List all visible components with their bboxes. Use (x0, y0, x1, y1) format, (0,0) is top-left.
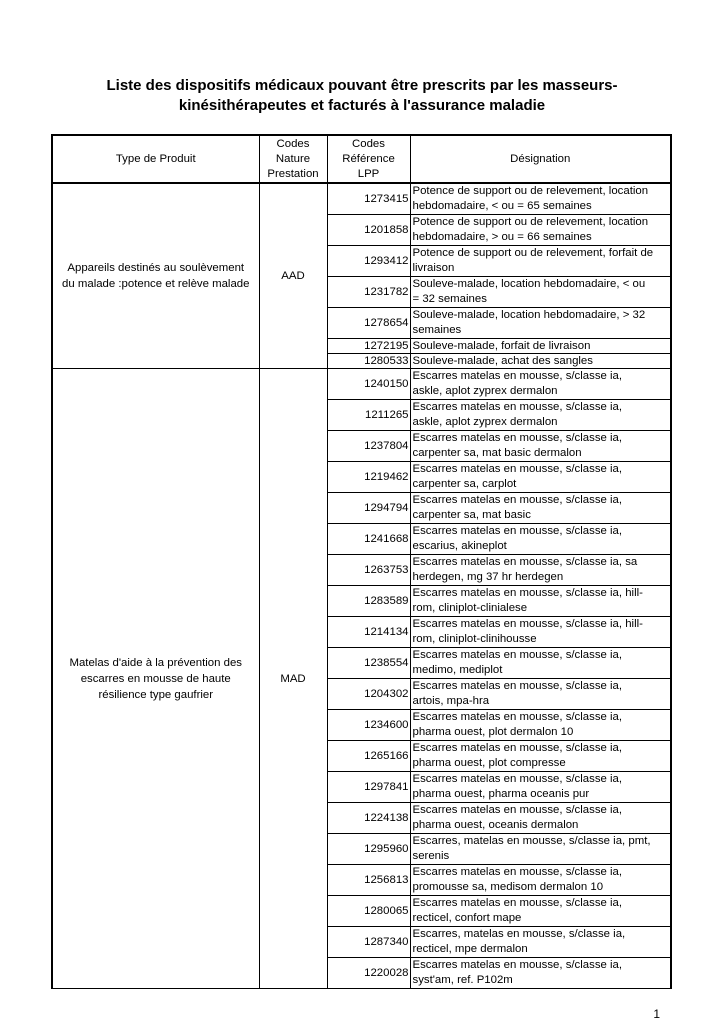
designation-line: carpenter sa, mat basic (412, 509, 531, 521)
header-nature-line-2: Nature (275, 152, 311, 165)
lpp-code-cell: 1280533 (327, 354, 410, 369)
table-header-row (52, 135, 671, 183)
designation-line: syst'am, ref. P102m (412, 974, 513, 986)
designation-line: Escarres matelas en mousse, s/classe ia, (412, 463, 623, 475)
lpp-code-cell: 1234600 (327, 710, 410, 741)
designation-line: hebdomadaire, > ou = 66 semaines (412, 231, 592, 243)
designation-cell (410, 710, 671, 741)
designation-line: Escarres matelas en mousse, s/classe ia, (412, 742, 623, 754)
designation-line: carpenter sa, carplot (412, 478, 517, 490)
lpp-code-cell: 1293412 (327, 246, 410, 277)
header-nature-line-3: Prestation (267, 167, 319, 180)
lpp-code-cell: 1283589 (327, 586, 410, 617)
lpp-code-cell: 1237804 (327, 431, 410, 462)
header-nature (259, 135, 327, 183)
lpp-code-cell: 1256813 (327, 865, 410, 896)
designation-line: Escarres matelas en mousse, s/classe ia, (412, 370, 623, 382)
designation-cell (410, 308, 671, 339)
lpp-code-cell: 1263753 (327, 555, 410, 586)
designation-cell (410, 183, 671, 215)
designation-line: askle, aplot zyprex dermalon (412, 385, 558, 397)
lpp-code-cell: 1295960 (327, 834, 410, 865)
designation-line: artois, mpa-hra (412, 695, 490, 707)
designation-cell (410, 555, 671, 586)
lpp-code-cell: 1280065 (327, 896, 410, 927)
title-line-2: kinésithérapeutes et facturés à l'assurance maladie (178, 97, 546, 114)
designation-line: Souleve-malade, location hebdomadaire, > 32 (412, 309, 646, 321)
designation-cell (410, 865, 671, 896)
header-designation: Désignation (410, 135, 671, 183)
lpp-code-cell: 1231782 (327, 277, 410, 308)
designation-line: Escarres, matelas en mousse, s/classe ia, (412, 928, 626, 940)
designation-cell (410, 369, 671, 400)
designation-line: rom, cliniplot-clinialese (412, 602, 528, 614)
designation-line: rom, cliniplot-clinihousse (412, 633, 537, 645)
designation-line: Escarres matelas en mousse, s/classe ia, (412, 773, 623, 785)
lpp-code-cell: 1278654 (327, 308, 410, 339)
designation-line: Souleve-malade, forfait de livraison (412, 340, 591, 352)
designation-line: semaines (412, 324, 462, 336)
lpp-code-cell: 1265166 (327, 741, 410, 772)
designation-line: Escarres matelas en mousse, s/classe ia, (412, 680, 623, 692)
product-type-line: du malade :potence et relève malade (62, 278, 250, 290)
designation-cell (410, 277, 671, 308)
designation-line: Escarres matelas en mousse, s/classe ia, (412, 959, 623, 971)
designation-cell (410, 431, 671, 462)
page-number: 1 (653, 1007, 660, 1021)
designation-line: Escarres matelas en mousse, s/classe ia, hill- (412, 618, 643, 630)
lpp-code-cell: 1201858 (327, 215, 410, 246)
product-type-line: Appareils destinés au soulèvement (67, 262, 245, 274)
designation-line: Escarres matelas en mousse, s/classe ia, (412, 525, 623, 537)
devices-table (51, 134, 672, 989)
lpp-code-cell: 1297841 (327, 772, 410, 803)
designation-cell (410, 648, 671, 679)
designation-line: Potence de support ou de relevement, location (412, 185, 649, 197)
designation-line: Souleve-malade, achat des sangles (412, 355, 593, 367)
designation-line: Escarres matelas en mousse, s/classe ia, (412, 711, 623, 723)
designation-line: Escarres matelas en mousse, s/classe ia, sa (412, 556, 638, 568)
designation-line: Escarres matelas en mousse, s/classe ia, (412, 432, 623, 444)
designation-line: = 32 semaines (412, 293, 487, 305)
designation-line: serenis (412, 850, 450, 862)
product-type-line: résilience type gaufrier (98, 688, 214, 701)
designation-cell (410, 246, 671, 277)
lpp-code-cell: 1224138 (327, 803, 410, 834)
lpp-code-cell: 1211265 (327, 400, 410, 431)
lpp-code-cell: 1294794 (327, 493, 410, 524)
designation-cell (410, 803, 671, 834)
product-type-line: escarres en mousse de haute (80, 672, 231, 685)
designation-line: pharma ouest, plot compresse (412, 757, 566, 769)
designation-cell (410, 524, 671, 555)
designation-cell (410, 834, 671, 865)
designation-cell (410, 896, 671, 927)
designation-line: Potence de support ou de relevement, location (412, 216, 649, 228)
product-type-line: Matelas d'aide à la prévention des (69, 656, 242, 669)
lpp-code-cell: 1287340 (327, 927, 410, 958)
designation-cell (410, 617, 671, 648)
nature-code-cell: MAD (259, 369, 327, 989)
designation-line: Escarres, matelas en mousse, s/classe ia, pmt, (412, 835, 651, 847)
designation-cell (410, 354, 671, 369)
lpp-code-cell: 1220028 (327, 958, 410, 989)
header-ref-line-3: LPP (357, 167, 380, 180)
designation-line: Potence de support ou de relevement, forfait de (412, 247, 654, 259)
lpp-code-cell: 1241668 (327, 524, 410, 555)
designation-line: Escarres matelas en mousse, s/classe ia, (412, 866, 623, 878)
designation-line: Escarres matelas en mousse, s/classe ia, (412, 649, 623, 661)
designation-cell (410, 400, 671, 431)
lpp-code-cell: 1273415 (327, 183, 410, 215)
nature-code-cell: AAD (259, 183, 327, 369)
designation-line: Escarres matelas en mousse, s/classe ia, (412, 494, 623, 506)
designation-cell (410, 586, 671, 617)
designation-cell (410, 462, 671, 493)
designation-line: recticel, confort mape (412, 912, 522, 924)
header-reference (327, 135, 410, 183)
designation-cell (410, 958, 671, 989)
header-ref-line-1: Codes (352, 137, 385, 150)
designation-line: pharma ouest, oceanis dermalon (412, 819, 579, 831)
designation-cell (410, 215, 671, 246)
lpp-code-cell: 1214134 (327, 617, 410, 648)
designation-cell (410, 741, 671, 772)
designation-line: askle, aplot zyprex dermalon (412, 416, 558, 428)
designation-cell (410, 772, 671, 803)
table-row (52, 183, 671, 215)
designation-line: pharma ouest, pharma oceanis pur (412, 788, 590, 800)
designation-line: herdegen, mg 37 hr herdegen (412, 571, 564, 583)
designation-line: livraison (412, 262, 455, 274)
designation-line: carpenter sa, mat basic dermalon (412, 447, 582, 459)
designation-cell (410, 679, 671, 710)
table-row (52, 369, 671, 400)
lpp-code-cell: 1238554 (327, 648, 410, 679)
title-line-1: Liste des dispositifs médicaux pouvant être prescrits par les masseurs- (106, 77, 618, 94)
designation-cell (410, 339, 671, 354)
lpp-code-cell: 1204302 (327, 679, 410, 710)
designation-line: Escarres matelas en mousse, s/classe ia, (412, 897, 623, 909)
document-title (60, 76, 664, 116)
header-type: Type de Produit (52, 135, 259, 183)
lpp-code-cell: 1219462 (327, 462, 410, 493)
designation-line: Souleve-malade, location hebdomadaire, < ou (412, 278, 646, 290)
designation-line: promousse sa, medisom dermalon 10 (412, 881, 604, 893)
designation-cell (410, 927, 671, 958)
lpp-code-cell: 1240150 (327, 369, 410, 400)
product-type-cell (52, 369, 259, 989)
designation-line: Escarres matelas en mousse, s/classe ia, (412, 401, 623, 413)
designation-line: hebdomadaire, < ou = 65 semaines (412, 200, 592, 212)
lpp-code-cell: 1272195 (327, 339, 410, 354)
header-ref-line-2: Référence (342, 152, 395, 165)
designation-line: recticel, mpe dermalon (412, 943, 528, 955)
designation-cell (410, 493, 671, 524)
header-nature-line-1: Codes (276, 137, 310, 150)
product-type-cell (52, 183, 259, 369)
designation-line: medimo, mediplot (412, 664, 503, 676)
designation-line: pharma ouest, plot dermalon 10 (412, 726, 574, 738)
designation-line: Escarres matelas en mousse, s/classe ia, (412, 804, 623, 816)
designation-line: escarius, akineplot (412, 540, 507, 552)
designation-line: Escarres matelas en mousse, s/classe ia, hill- (412, 587, 643, 599)
